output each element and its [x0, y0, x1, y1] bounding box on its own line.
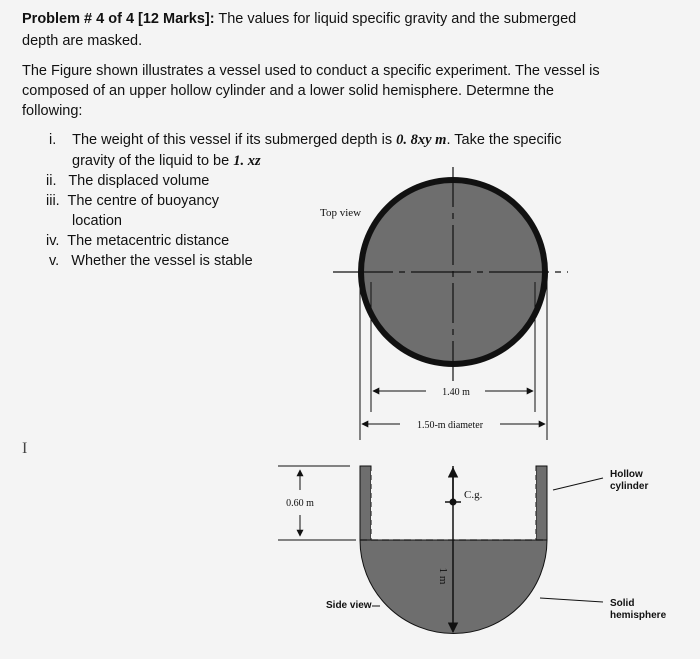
cg-label: C.g.: [464, 489, 483, 501]
inner-diameter-label: 1.40 m: [442, 387, 470, 398]
task-math: 0. 8xy m: [396, 132, 447, 148]
task-3-cont: location: [72, 213, 122, 229]
outer-diameter-label: 1.50-m diameter: [416, 420, 484, 431]
solid-hemisphere-label-2: hemisphere: [610, 610, 667, 621]
height-label: 0.60 m: [286, 498, 314, 509]
task-number: iv.: [46, 233, 60, 249]
intro-line-1: The Figure shown illustrates a vessel used to conduct a specific experiment. The vessel is: [22, 63, 600, 79]
task-text: The displaced volume: [68, 173, 210, 189]
radius-label: 1 m: [437, 567, 449, 585]
task-number: iii.: [46, 193, 60, 209]
intro-line-2: composed of an upper hollow cylinder and a lower solid hemisphere. Determne the: [22, 83, 554, 99]
task-math: 1. xz: [233, 153, 261, 169]
solid-hemisphere-label-1: Solid: [610, 598, 635, 609]
task-text: The weight of this vessel if its submerged depth is: [72, 132, 393, 148]
side-view-label: Side view: [326, 600, 372, 611]
cylinder-left-wall: [360, 466, 371, 540]
text-cursor-icon: I: [22, 440, 28, 457]
problem-subtitle-2: depth are masked.: [22, 33, 143, 49]
task-text: Whether the vessel is stable: [71, 253, 253, 269]
problem-subtitle-1: The values for liquid specific gravity and the submerged: [218, 11, 577, 27]
task-text: gravity of the liquid to be: [72, 153, 230, 169]
hollow-cylinder-label-2: cylinder: [610, 481, 649, 492]
problem-title: Problem # 4 of 4 [12 Marks]:: [22, 11, 215, 27]
task-text: The metacentric distance: [67, 233, 230, 249]
top-view: [333, 167, 568, 440]
task-number: ii.: [46, 173, 57, 189]
task-text: The centre of buoyancy: [67, 193, 220, 209]
top-view-label: Top view: [320, 207, 362, 219]
task-number: v.: [49, 253, 60, 269]
task-number: i.: [49, 132, 57, 148]
intro-line-3: following:: [22, 103, 83, 119]
cylinder-right-wall: [536, 466, 547, 540]
hollow-cylinder-label-1: Hollow: [610, 469, 643, 480]
task-text-2: . Take the specific: [446, 132, 562, 148]
